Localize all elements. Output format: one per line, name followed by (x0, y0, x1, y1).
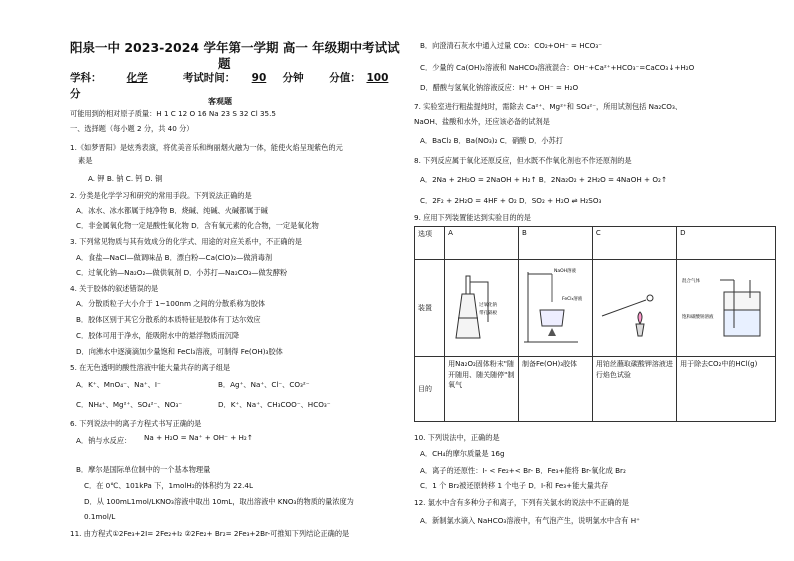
part-one-heading: 一、选择题（每小题 2 分，共 40 分） (70, 124, 194, 133)
apparatus-c (592, 260, 676, 357)
score-value: 100 (366, 72, 389, 84)
stand-apparatus-icon (522, 262, 584, 348)
time-label: 考试时间： (182, 72, 236, 84)
table-cell: 装置 (415, 260, 445, 357)
q3-options-cd: C．过氧化钠—Na₂O₂—做供氧剂 D．小苏打—Na₂CO₃—做发酵粉 (76, 268, 288, 277)
time-value: 90 (251, 72, 267, 84)
q4-option-a: A．分散质粒子大小介于 1~100nm 之间的分散系称为胶体 (76, 299, 266, 308)
q6-option-b-right: B．向澄清石灰水中通入过量 CO₂：CO₂+OH⁻ = HCO₃⁻ (420, 41, 602, 50)
flame-test-icon (596, 262, 666, 348)
q2-options-cd: C．非金属氧化物一定是酸性氧化物 D．含有氧元素的化合物，一定是氧化物 (76, 221, 319, 230)
q7-options: A．BaCl₂ B．Ba(NO₃)₂ C．硝酸 D．小苏打 (420, 136, 563, 145)
flask-apparatus-icon (448, 262, 510, 348)
right-column (414, 0, 780, 561)
q12-option-a: A．新制氯水滴入 NaHCO₃溶液中，有气泡产生，说明氯水中含有 H⁺ (420, 516, 640, 525)
subject-label: 学科： (70, 72, 102, 84)
q11-options-cd: C．1 个 Br₂被还原转移 1 个电子 D．I-和 Fe₃+能大量共存 (420, 481, 609, 490)
table-cell: C (592, 227, 676, 260)
q8-stem: 8. 下列反应属于氧化还原反应，但水既不作氧化剂也不作还原剂的是 (414, 156, 632, 165)
table-purpose-row (415, 357, 776, 422)
q2-stem: 2. 分类是化学学习和研究的常用手段。下列说法正确的是 (70, 191, 252, 200)
q6-option-d-right: D．醋酸与氢氧化钠溶液反应：H⁺ + OH⁻ = H₂O (420, 83, 579, 92)
apparatus-a (445, 260, 519, 357)
q6-option-d-cont: 0.1mol/L (84, 512, 116, 521)
table-header-row (415, 227, 776, 260)
q2-options-ab: A．冰水、冰水都属于纯净物 B．烧碱、纯碱、火碱都属于碱 (76, 206, 268, 215)
q5-option-a: A．K⁺、MnO₄⁻、Na⁺、I⁻ (76, 380, 161, 389)
q8-options-ab: A．2Na + 2H₂O = 2NaOH + H₂↑ B．2Na₂O₂ + 2H₂O = 4NaOH + O₂↑ (420, 175, 667, 184)
q6-option-b: B．摩尔是国际单位制中的一个基本物理量 (76, 465, 211, 474)
q6-option-c: C．在 0℃、101kPa 下，1molH₂的体积约为 22.4L (84, 481, 253, 490)
subject-value: 化学 (126, 72, 148, 84)
atomic-masses: 可能用到的相对原子质量：H 1 C 12 O 16 Na 23 S 32 Cl 35.5 (70, 109, 276, 118)
table-cell: B (519, 227, 593, 260)
score-label: 分值： (329, 72, 361, 84)
q12-stem: 12. 氯水中含有多种分子和离子，下列有关氯水的说法中不正确的是 (414, 498, 629, 507)
gas-washing-bottle-icon (680, 262, 764, 348)
table-cell: 选项 (415, 227, 445, 260)
apparatus-label: 过氧化钠 (479, 303, 498, 308)
q11-options-ab: A．离子的还原性：I- < Fe₂+< Br- B．Fe₃+能将 Br-氧化成 Br₂ (420, 466, 626, 475)
table-cell: D (677, 227, 776, 260)
q5-option-d: D．K⁺、Na⁺、CH₃COO⁻、HCO₃⁻ (218, 400, 331, 409)
q6-option-d: D．从 100mL1mol/LKNO₃溶液中取出 10mL，取出溶液中 KNO₃的物质的量浓度为 (84, 497, 354, 506)
apparatus-label: FeCl₃溶液 (562, 297, 583, 302)
q6-stem: 6. 下列说法中的离子方程式书写正确的是 (70, 419, 202, 428)
exam-meta (70, 70, 390, 85)
q7-stem-cont: NaOH、盐酸和水外，还应该必备的试剂是 (414, 117, 550, 126)
q5-option-b: B．Ag⁺、Na⁺、Cl⁻、CO₃²⁻ (218, 380, 310, 389)
apparatus-label: 饱和碳酸钠溶液 (682, 315, 714, 320)
q1-stem-cont: 素是 (78, 156, 93, 165)
q10-option-a: A．CH₄的摩尔质量是 16g (420, 449, 505, 458)
table-cell: 用铂丝蘸取碳酸钾溶液进行焰色试验 (592, 357, 676, 422)
q1-stem: 1.《如梦晋阳》是炫秀表演，将优美音乐和绚丽烟火融为一体，能使火焰呈现紫色的元 (70, 143, 343, 152)
q6-option-c-right: C．少量的 Ca(OH)₂溶液和 NaHCO₃溶液混合：OH⁻+Ca²⁺+HCO₃⁻=CaCO₃↓+H₂O (420, 63, 695, 72)
table-cell: 用Na₂O₂固体粉末"随开随用、随关随停"制氧气 (445, 357, 519, 422)
table-cell: 用于除去CO₂中的HCl(g) (677, 357, 776, 422)
q1-options: A. 钾 B. 钠 C. 钙 D. 铜 (88, 174, 163, 183)
apparatus-d (677, 260, 776, 357)
apparatus-label: 混合气体 (682, 279, 701, 284)
q4-stem: 4. 关于胶体的叙述错误的是 (70, 284, 159, 293)
q3-options-ab: A．食盐—NaCl—做调味品 B．漂白粉—Ca(ClO)₂—做消毒剂 (76, 253, 273, 262)
q11-stem: 11. 由方程式①2Fe₃+2I= 2Fe₂+I₂ ②2Fe₂+ Br₂= 2Fe₃+2Br-可推知下列结论正确的是 (70, 529, 350, 538)
q6-equation: Na + H₂O = Na⁺ + OH⁻ + H₂↑ (144, 433, 253, 442)
apparatus-b (519, 260, 593, 357)
q5-stem: 5. 在无色透明的酸性溶液中能大量共存的离子组是 (70, 363, 231, 372)
q4-option-d: D．向沸水中逐滴滴加少量饱和 FeCl₃溶液，可制得 Fe(OH)₃胶体 (76, 347, 283, 356)
q9-stem: 9. 应用下列装置能达到实验目的的是 (414, 213, 531, 222)
table-cell: 制备Fe(OH)₃胶体 (519, 357, 593, 422)
q4-option-c: C．胶体可用于净水，能吸附水中的悬浮物质而沉降 (76, 331, 240, 340)
q3-stem: 3. 下列常见物质与其有效成分的化学式、用途的对应关系中，不正确的是 (70, 237, 302, 246)
q5-option-c: C．NH₄⁺、Mg²⁺、SO₄²⁻、NO₃⁻ (76, 400, 183, 409)
q10-stem: 10. 下列说法中，正确的是 (414, 433, 500, 442)
q9-table (414, 226, 776, 422)
time-unit: 分钟 (282, 72, 304, 84)
left-column (70, 0, 400, 561)
exam-title: 阳泉一中 2023-2024 学年第一学期 高一 年级期中考试试 (70, 40, 400, 55)
table-cell: A (445, 227, 519, 260)
exam-title-cont: 题 (218, 56, 231, 71)
table-apparatus-row (415, 260, 776, 357)
score-unit: 分 (70, 88, 81, 100)
q6-option-a: A．钠与水反应： (76, 436, 132, 445)
q4-option-b: B．胶体区别于其它分散系的本质特征是胶体有丁达尔效应 (76, 315, 261, 324)
apparatus-label: 带孔隔板 (479, 311, 498, 316)
table-cell: 目的 (415, 357, 445, 422)
apparatus-label: NaOH溶液 (554, 269, 577, 274)
section-heading: 客观题 (208, 97, 232, 106)
q8-options-cd: C．2F₂ + 2H₂O = 4HF + O₂ D．SO₂ + H₂O ⇌ H₂SO₃ (420, 196, 602, 205)
q7-stem: 7. 实验室进行粗盐提纯时，需除去 Ca²⁺、Mg²⁺和 SO₄²⁻，所用试剂包括 Na₂CO₃、 (414, 102, 683, 111)
